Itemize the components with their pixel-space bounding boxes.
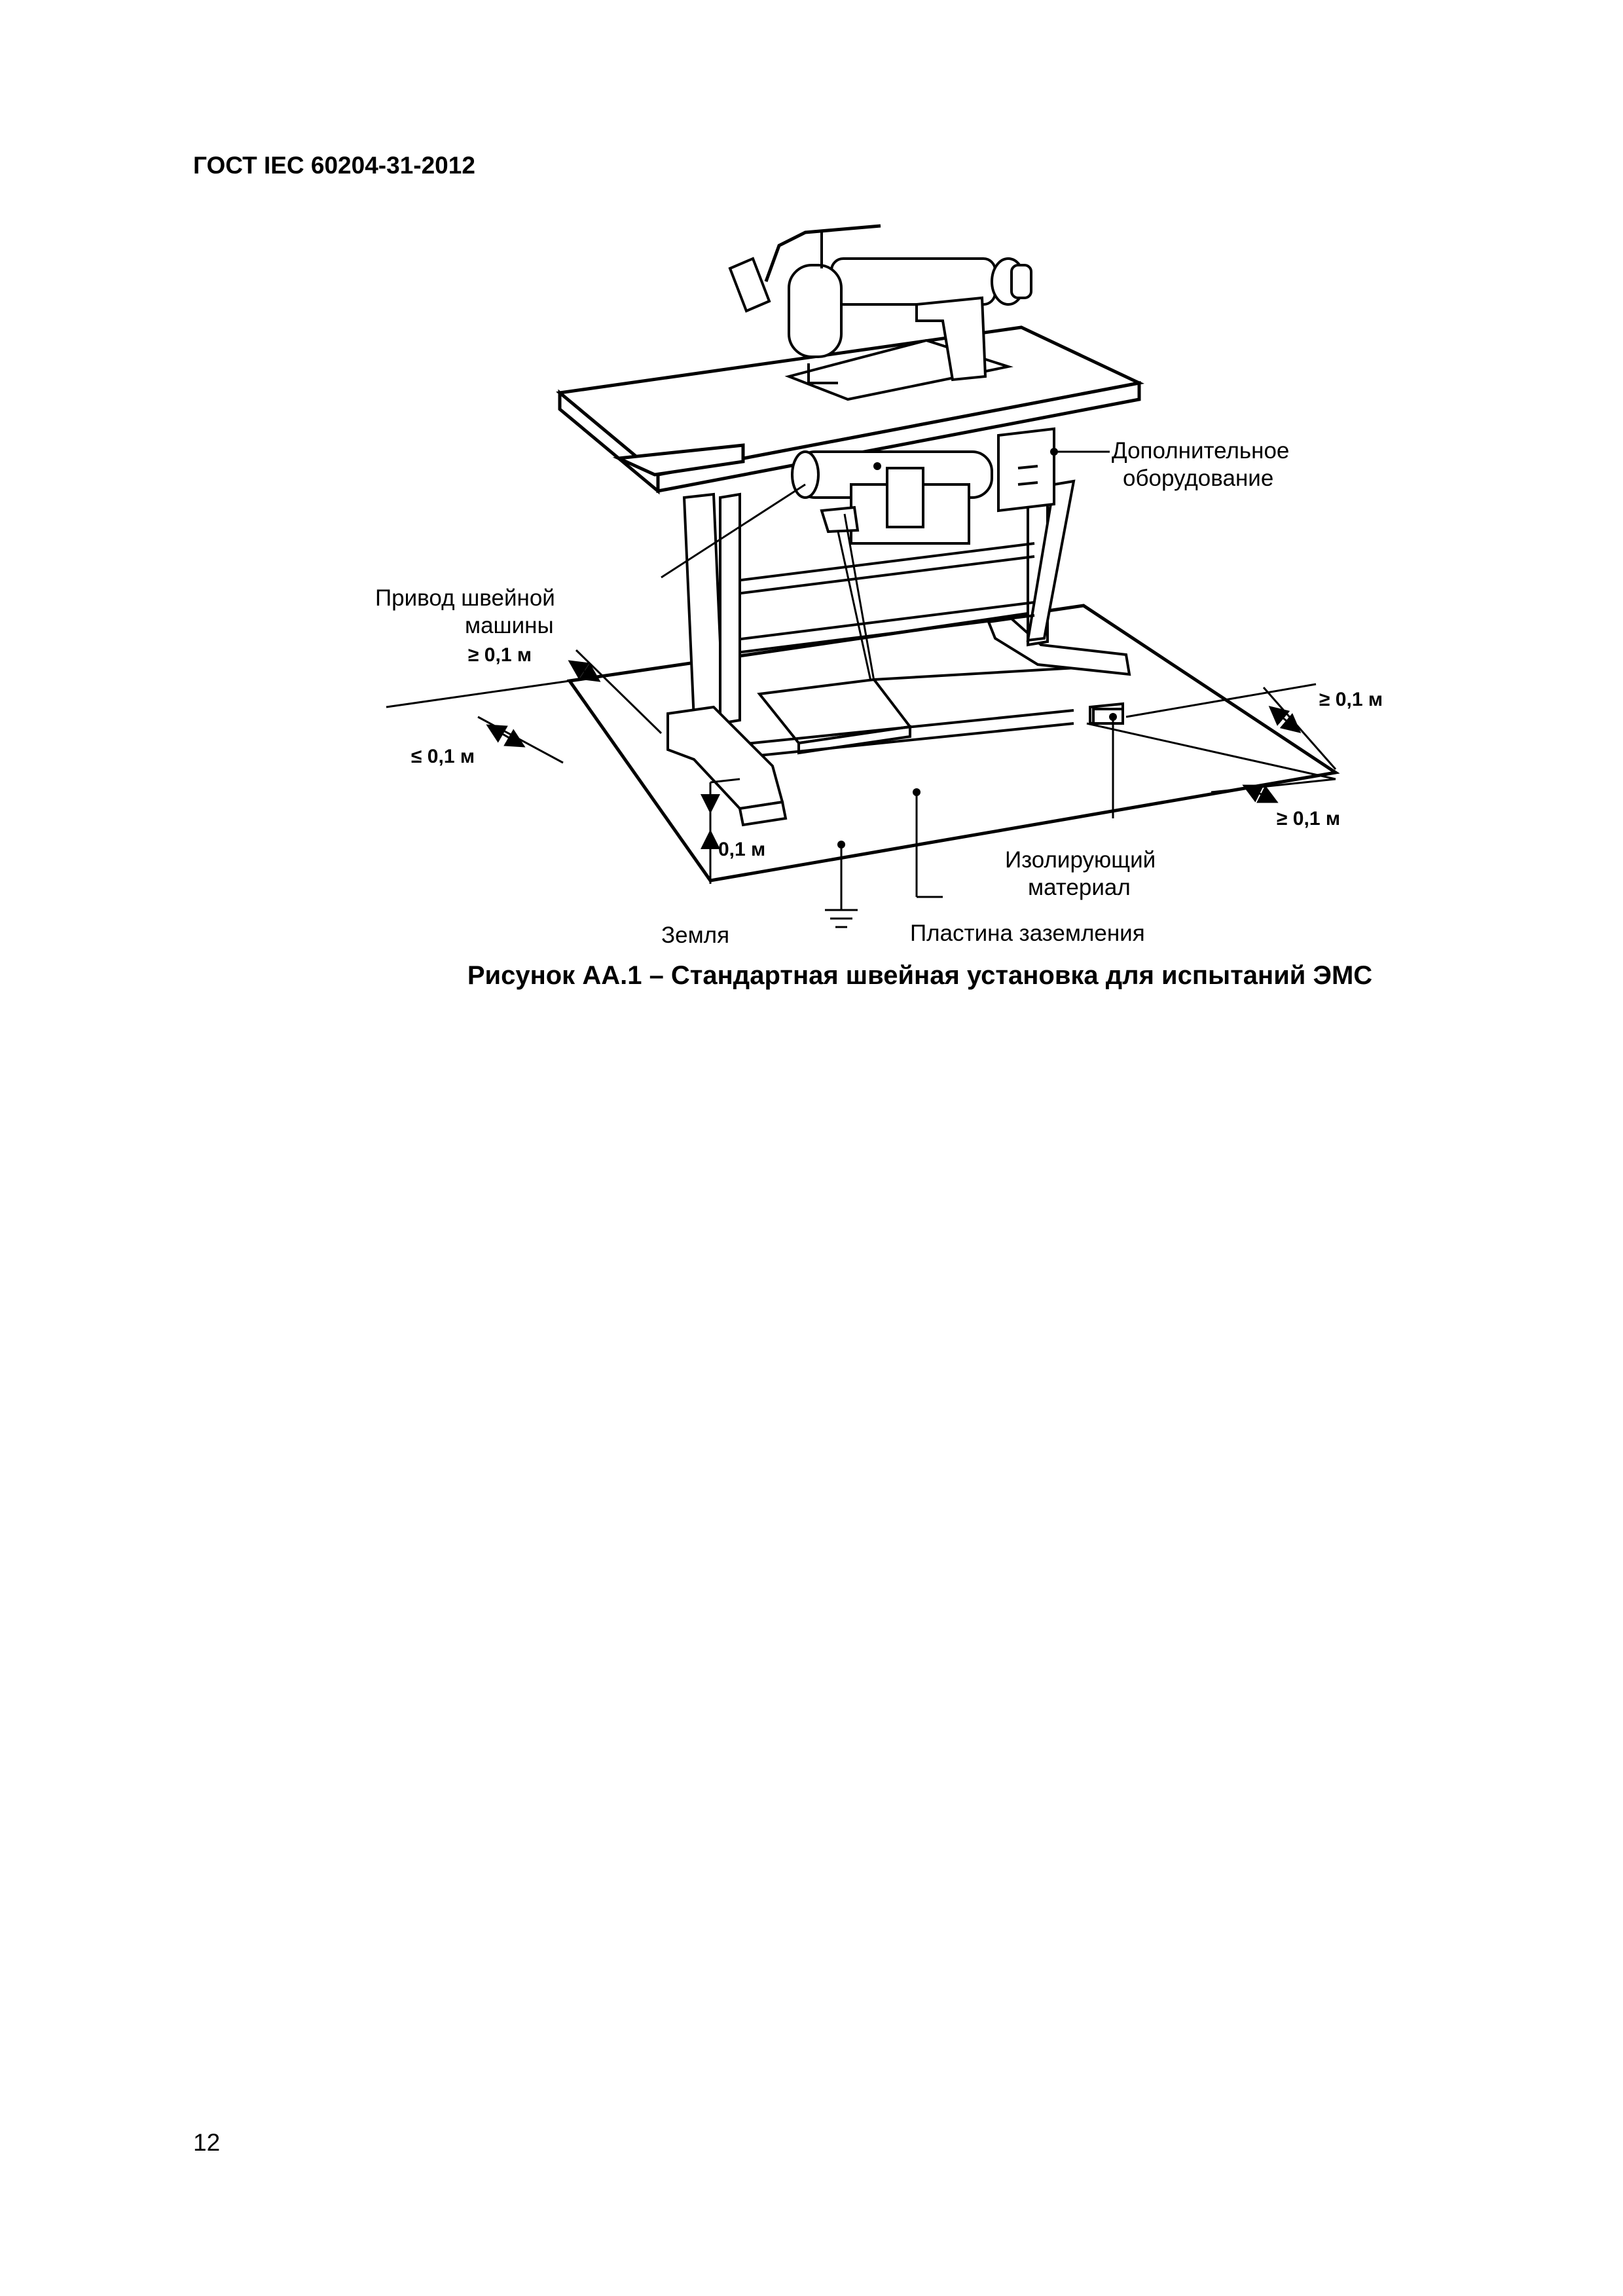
- label-drive: Привод швейной: [375, 585, 555, 611]
- label-insulating-2: материал: [1028, 875, 1131, 900]
- label-insulating: Изолирующий: [1005, 847, 1156, 873]
- label-drive-2: машины: [465, 613, 554, 638]
- label-grounding-plate: Пластина заземления: [910, 920, 1145, 946]
- label-dim-height: 0,1 м: [718, 839, 766, 860]
- figure-caption: Рисунок АА.1 – Стандартная швейная установка для испытаний ЭМС: [467, 961, 1373, 990]
- label-earth: Земля: [661, 922, 730, 948]
- label-additional-equipment: Дополнительное: [1112, 438, 1290, 464]
- additional-equipment-box: [998, 429, 1054, 511]
- front-leg-frame: [668, 494, 786, 825]
- dimension-arrows: [488, 661, 1300, 851]
- sewing-drive-motor: [792, 452, 992, 543]
- page-number: 12: [193, 2129, 221, 2156]
- label-dim-left: ≤ 0,1 м: [411, 746, 475, 767]
- label-dim-right-top: ≥ 0,1 м: [1319, 689, 1383, 710]
- label-dim-right-bottom: ≥ 0,1 м: [1277, 808, 1341, 829]
- document-code: ГОСТ IEC 60204-31-2012: [193, 152, 475, 179]
- back-leg-frame: [989, 481, 1129, 723]
- label-additional-equipment-2: оборудование: [1123, 465, 1274, 491]
- label-dim-top-left: ≥ 0,1 м: [468, 644, 532, 666]
